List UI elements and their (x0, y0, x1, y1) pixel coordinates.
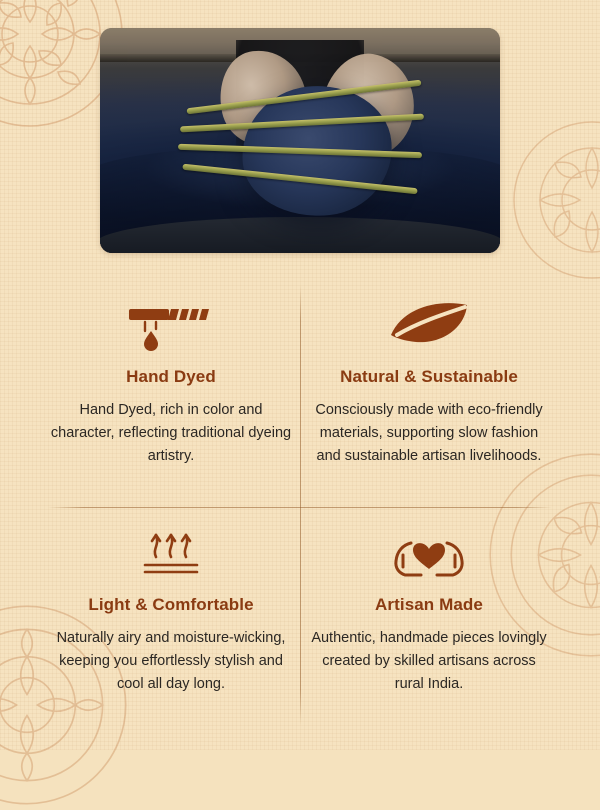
feature-description: Consciously made with eco-friendly materials, supporting slow fashion and sustainable artisan livelihoods. (306, 399, 552, 468)
breathable-airflow-icon (48, 519, 294, 581)
leaf-icon (306, 291, 552, 353)
feature-description: Naturally airy and moisture-wicking, keeping you effortlessly stylish and cool all day long. (48, 627, 294, 696)
feature-card-artisan-made (306, 519, 552, 696)
feature-grid (48, 285, 552, 725)
grid-vertical-divider (300, 285, 301, 725)
feature-title: Artisan Made (306, 595, 552, 615)
hero-photo-scene (100, 28, 500, 253)
feature-title: Natural & Sustainable (306, 367, 552, 387)
feature-card-natural-sustainable (306, 291, 552, 468)
feature-card-light-comfortable (48, 519, 294, 696)
feature-title: Hand Dyed (48, 367, 294, 387)
feature-card-hand-dyed (48, 291, 294, 468)
grid-horizontal-divider (48, 507, 552, 508)
feature-description: Hand Dyed, rich in color and character, reflecting traditional dyeing artistry. (48, 399, 294, 468)
feature-description: Authentic, handmade pieces lovingly created by skilled artisans across rural India. (306, 627, 552, 696)
hero-image (100, 28, 500, 253)
feature-title: Light & Comfortable (48, 595, 294, 615)
dye-brush-drip-icon (48, 291, 294, 353)
hands-heart-icon (306, 519, 552, 581)
